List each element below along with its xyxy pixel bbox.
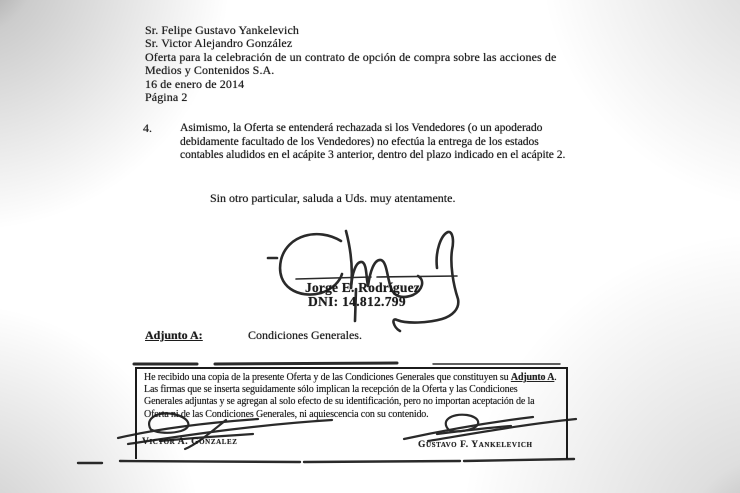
date-line: 16 de enero de 2014 bbox=[145, 76, 245, 91]
box-top-scan-dashes bbox=[134, 363, 560, 364]
clause-text: Asimismo, la Oferta se entenderá rechazada si los Vendedores (o un apoderado debidamente facultado de los Vendedores) no efectúa la entrega de los estados contables aludidos en el acápite 3 anterior, dentro del plazo indicado en el acápite 2. bbox=[180, 121, 566, 162]
receipt-paragraph bbox=[144, 372, 558, 421]
subject-line-1: Oferta para la celebración de un contrato de opción de compra sobre las acciones de bbox=[145, 49, 557, 64]
page-number-line: Página 2 bbox=[145, 90, 188, 105]
subject-line-2: Medios y Contenidos S.A. bbox=[145, 63, 275, 78]
attachment-label: Adjunto A: bbox=[145, 328, 203, 342]
letter-header-block bbox=[145, 24, 605, 104]
signer-dni: DNI: 14.812.799 bbox=[308, 294, 406, 309]
box-bottom-scan-line bbox=[78, 459, 574, 463]
receipt-text-after: . Las firmas que se inserta seguidamente sólo implican la recepción de la Oferta y las Condiciones Generales adjuntas y se agregan al solo efecto de su identificación, pero no importan aceptación de la Oferta ni de las Condiciones Generales, ni aquiescencia con su contenido. bbox=[144, 372, 557, 420]
signatory-name-gonzalez: Victor A. Gonzalez bbox=[142, 437, 238, 447]
receipt-text-adjunto: Adjunto A bbox=[510, 372, 555, 383]
clause-number: 4. bbox=[143, 121, 152, 135]
receipt-text-before: He recibido una copia de la presente Oferta y de las Condiciones Generales que constituyen su bbox=[144, 372, 511, 383]
recipient-line-1: Sr. Felipe Gustavo Yankelevich bbox=[145, 23, 299, 37]
closing-salutation: Sin otro particular, saluda a Uds. muy atentamente. bbox=[210, 191, 456, 205]
signatory-name-yankelevich: Gustavo F. Yankelevich bbox=[418, 440, 533, 450]
recipient-line-2: Sr. Victor Alejandro González bbox=[145, 36, 293, 51]
signer-name: Jorge E. Rodríguez bbox=[305, 280, 420, 295]
jorge-signature-line bbox=[296, 276, 457, 279]
attachment-value: Condiciones Generales. bbox=[248, 328, 362, 342]
